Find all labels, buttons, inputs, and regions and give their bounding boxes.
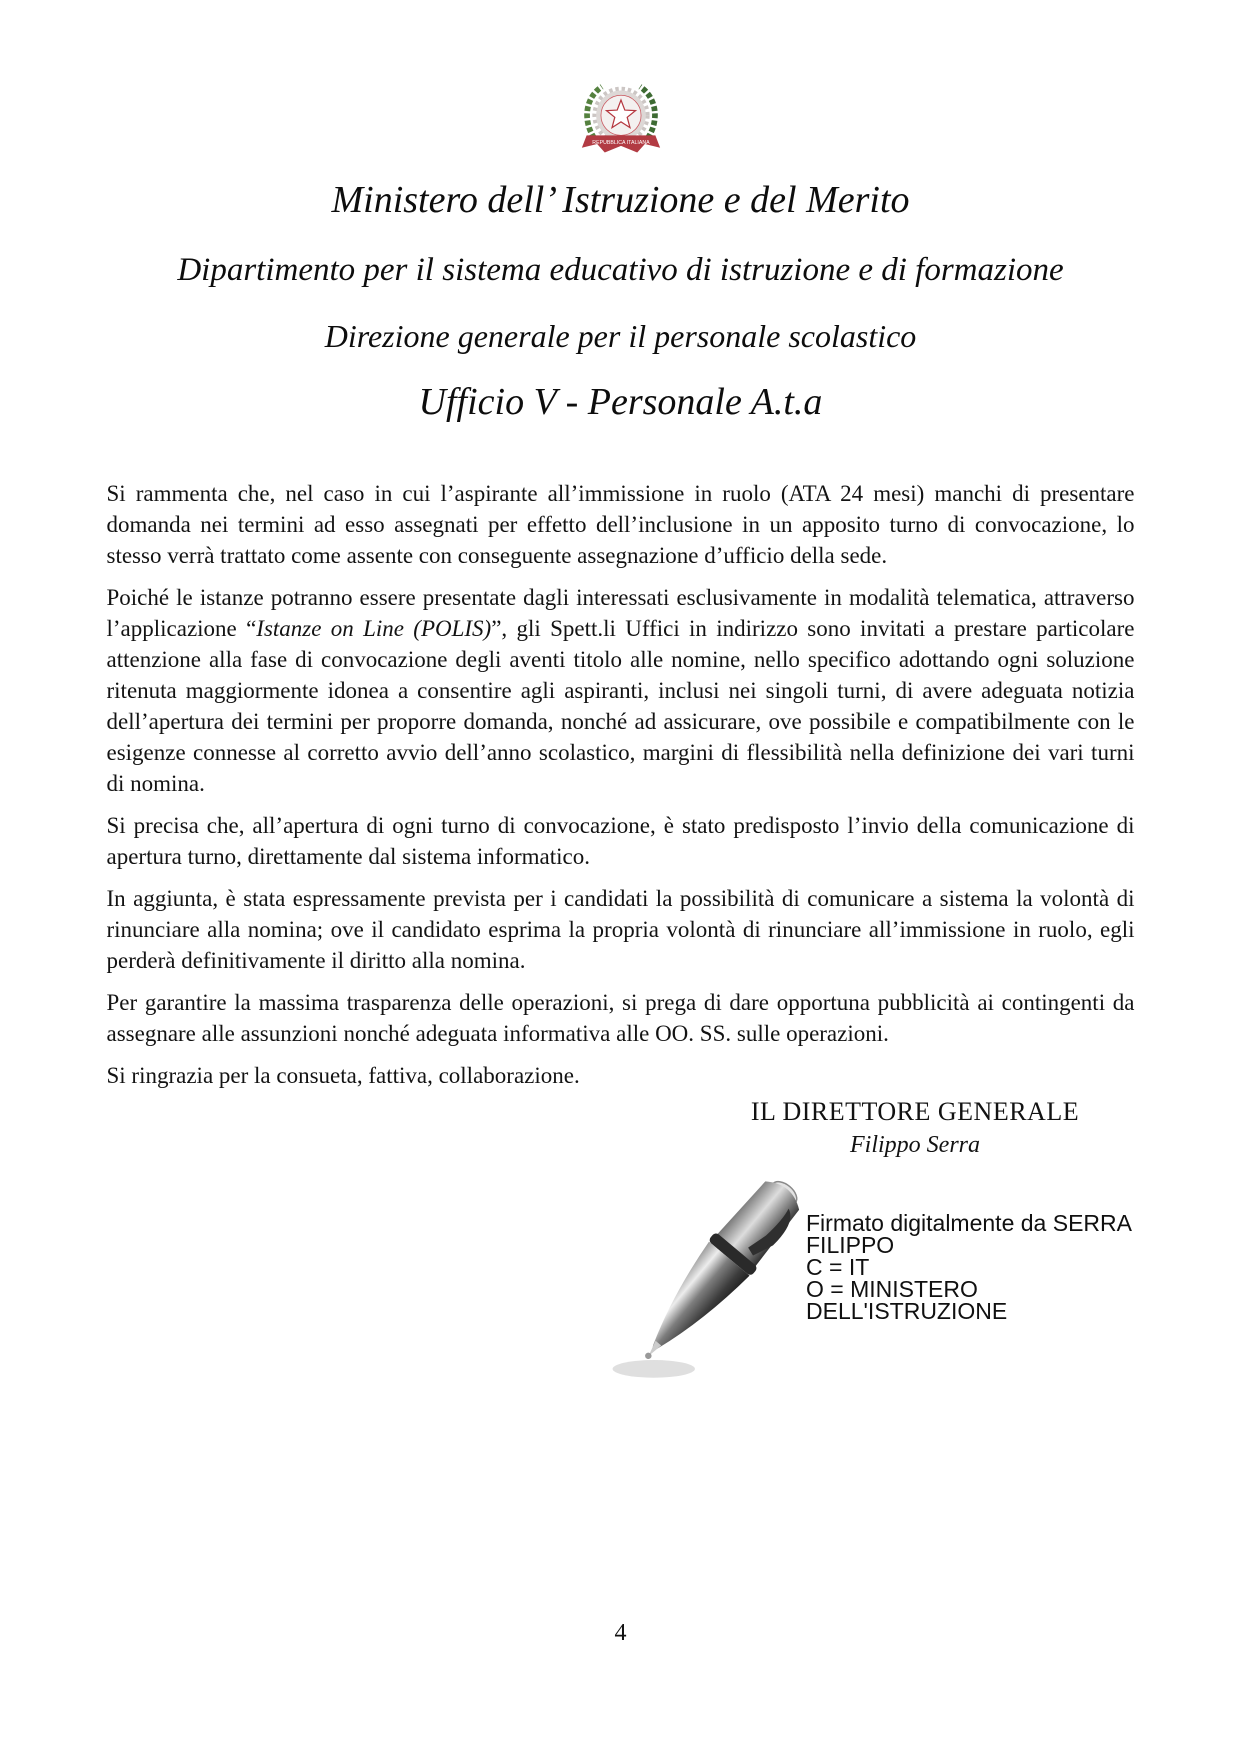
letterhead-direction: Direzione generale per il personale scolastico	[324, 318, 917, 354]
digital-signature-line: C = IT	[806, 1254, 870, 1280]
digital-signature-line: DELL'ISTRUZIONE	[806, 1298, 1008, 1324]
paragraph-3: Si precisa che, all’apertura di ogni turno di convocazione, è stato predisposto l’invio della comunicazione di apertura turno, direttamente dal sistema informatico.	[106, 813, 1135, 869]
digital-signature-line: FILIPPO	[806, 1232, 895, 1258]
italian-republic-emblem-icon	[579, 76, 663, 168]
letterhead-office: Ufficio V - Personale A.t.a	[418, 381, 823, 423]
paragraph-6: Si ringrazia per la consueta, fattiva, collaborazione.	[106, 1063, 580, 1088]
pen-shadow	[613, 1360, 695, 1378]
ribbon-text: REPUBBLICA ITALIANA	[591, 139, 650, 146]
digital-signature-line: Firmato digitalmente da SERRA	[806, 1210, 1132, 1236]
paragraph-2-text-continued: ”, gli Spett.li Uffici in indirizzo sono invitati a prestare particolare attenzione alla fase di convocazione degli aventi titolo alle nomine, nello specifico adottando ogni soluzione ritenuta maggiormente idonea a consentire agli aspiranti, inclusi nei singoli turni, di avere adeguata notizia dell’apertura dei termini per proporre domanda, nonché ad assicurare, ove possibile e compatibilmente con le esigenze connesse al corretto avvio dell’anno scolastico, margini di flessibilità nella definizione dei vari turni di nomina.	[106, 616, 1135, 796]
paragraph-1: Si rammenta che, nel caso in cui l’aspirante all’immissione in ruolo (ATA 24 mesi) manchi di presentare domanda nei termini ad esso assegnati per effetto dell’inclusione in un apposito turno di convocazione, lo stesso verrà trattato come assente con conseguente assegnazione d’ufficio della sede.	[106, 481, 1135, 568]
letterhead-ministry: Ministero dell’ Istruzione e del Merito	[331, 179, 910, 221]
paragraph-4: In aggiunta, è stata espressamente prevista per i candidati la possibilità di comunicare a sistema la volontà di rinunciare alla nomina; ove il candidato esprima la propria volontà di rinunciare all’immissione in ruolo, egli perderà definitivamente il diritto alla nomina.	[106, 886, 1135, 973]
paragraph-5: Per garantire la massima trasparenza delle operazioni, si prega di dare opportuna pubblicità ai contingenti da assegnare alle assunzioni nonché adeguata informativa alle OO. SS. sulle operazioni.	[106, 990, 1135, 1046]
pen-icon	[592, 1148, 842, 1403]
signer-name: Filippo Serra	[850, 1132, 980, 1158]
page-number: 4	[614, 1620, 627, 1646]
digital-signature-line: O = MINISTERO	[806, 1276, 978, 1302]
letter-body	[107, 478, 1135, 1091]
paragraph-2-text: Poiché le istanze potranno essere presentate dagli interessati esclusivamente in modalità telematica, attraverso l’applicazione “	[106, 585, 1135, 641]
digital-signature-text	[806, 1212, 1132, 1322]
signer-role: IL DIRETTORE GENERALE	[750, 1097, 1080, 1126]
letterhead-department: Dipartimento per il sistema educativo di istruzione e di formazione	[177, 252, 1064, 288]
paragraph-2	[107, 582, 1135, 799]
polis-citation: Istanze on Line (POLIS)	[256, 616, 492, 641]
